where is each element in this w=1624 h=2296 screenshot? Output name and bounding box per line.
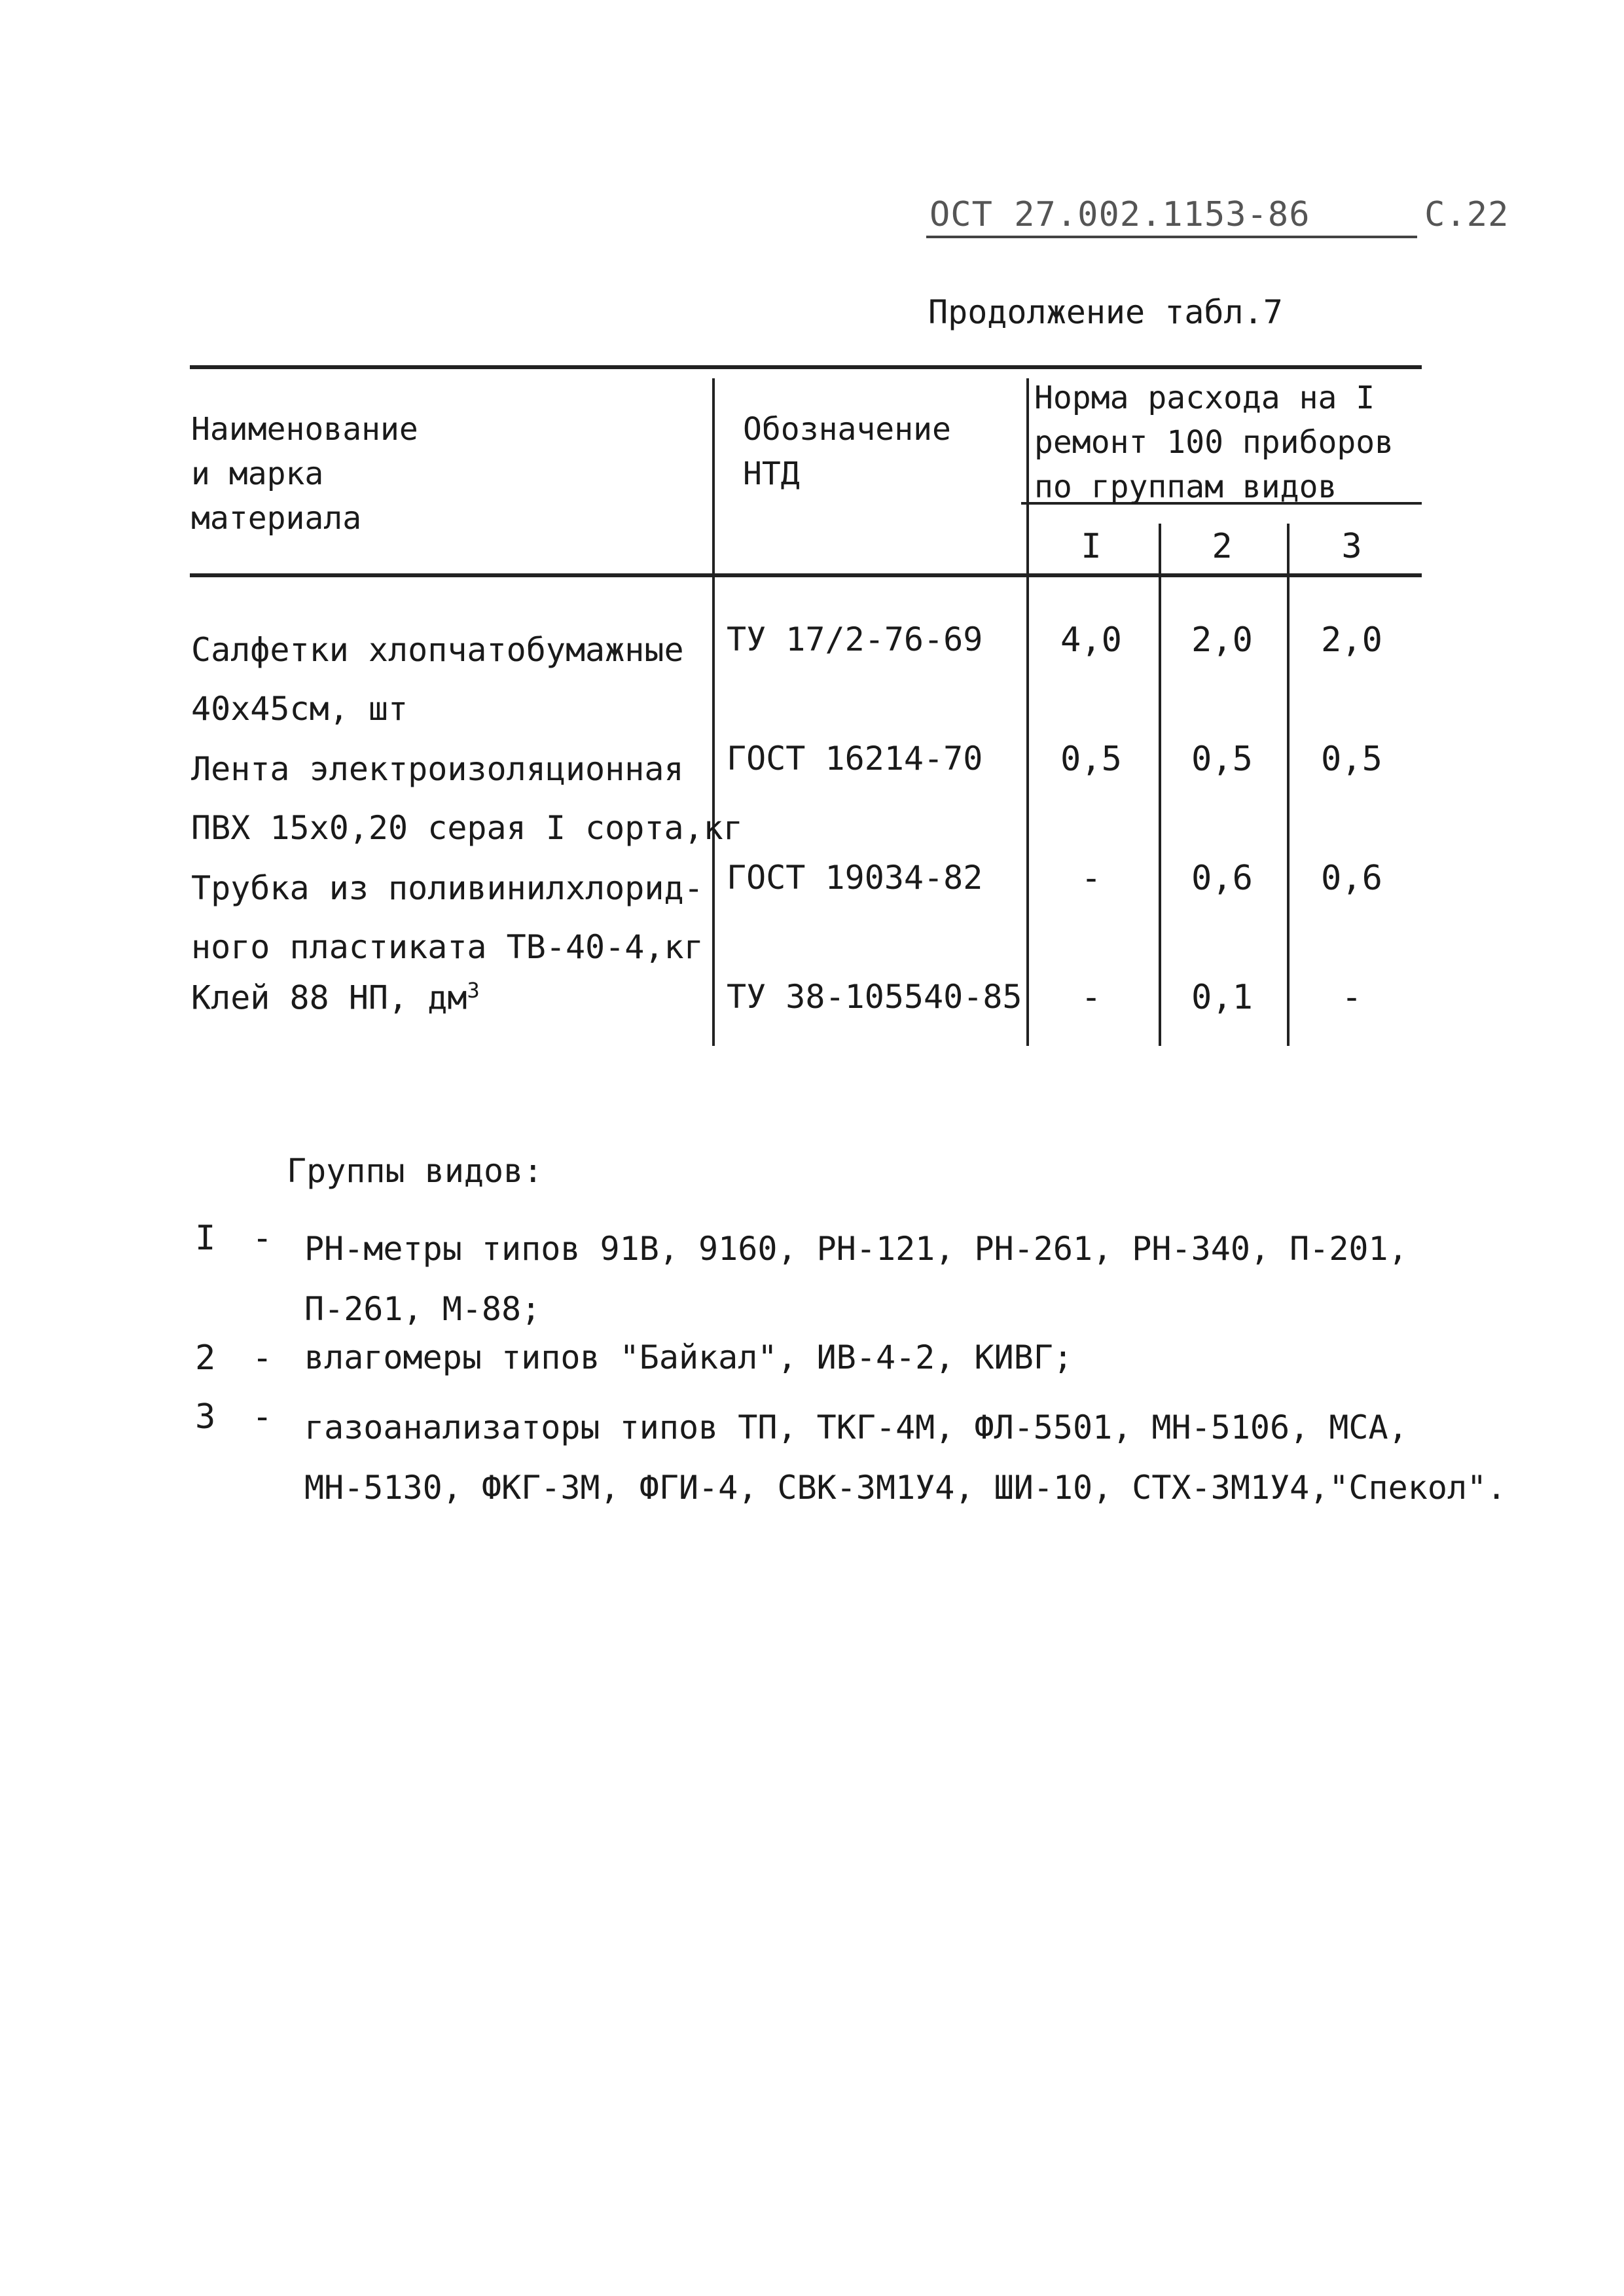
groups-title: Группы видов: [287,1152,543,1190]
group-dash: - [252,1397,273,1437]
table-row [191,978,480,1017]
group-line: П-261, М-88; [304,1290,541,1328]
norm-group-3: 0,5 [1321,740,1382,779]
header-name-line: материала [191,500,362,537]
norm-group-2: 0,5 [1191,740,1253,779]
header-bottom-rule [190,573,1422,577]
table-row [191,740,743,857]
group-number: I [195,1219,216,1258]
table-continuation-caption: Продолжение табл.7 [928,293,1283,331]
group-line: влагомеры типов "Байкал", ИВ-4-2, КИВГ; [304,1338,1073,1376]
header-name-column [191,407,418,541]
norm-group-2: 2,0 [1191,620,1253,660]
column-divider-group-1 [1159,524,1161,1046]
group-description [304,1219,1408,1339]
group-dash: - [252,1219,273,1258]
material-name: Лента электроизоляционная [191,750,684,788]
group-number: 2 [195,1338,216,1378]
doc-designation: ГОСТ 16214-70 [727,740,983,778]
group-label-1: I [1081,527,1102,566]
material-name: Трубка из поливинилхлорид- [191,869,704,907]
group-label-3: 3 [1341,527,1362,566]
group-line: газоанализаторы типов ТП, ТКГ-4М, ФЛ-5501, МН-5106, МСА, [304,1408,1408,1446]
unit-superscript: 3 [467,978,480,1003]
table-top-rule [190,365,1422,369]
header-doc-line: НТД [743,456,800,492]
norm-group-1: - [1081,859,1102,898]
column-divider-name [712,378,715,1046]
group-line: PH-метры типов 91В, 9160, PH-121, PH-261, PH-340, П-201, [304,1230,1408,1268]
norm-group-2: 0,6 [1191,859,1253,898]
doc-designation: ГОСТ 19034-82 [727,859,983,897]
header-norm-line: ремонт 100 приборов [1034,424,1394,461]
header-name-line: и марка [191,456,324,492]
header-doc-line: Обозначение [743,411,951,448]
norm-group-3: 0,6 [1321,859,1382,898]
document-code [929,195,1509,234]
page-number: С.22 [1424,195,1509,234]
norm-group-1: 4,0 [1060,620,1122,660]
material-name: 40х45см, шт [191,690,408,728]
group-line: МН-5130, ФКГ-3М, ФГИ-4, СВК-3М1У4, ШИ-10, СТХ-3М1У4,"Спекол". [304,1469,1507,1507]
header-name-line: Наименование [191,411,418,448]
table-row [191,859,704,977]
header-norm-line: Норма расхода на I [1034,380,1375,416]
doc-designation: ТУ 38-105540-85 [727,978,1022,1016]
norm-group-1: - [1081,978,1102,1017]
doc-designation: ТУ 17/2-76-69 [727,620,983,658]
material-name: ного пластиката ТВ-40-4,кг [191,928,704,966]
standard-number: ОСТ 27.002.1153-86 [929,195,1310,234]
norm-group-3: - [1341,978,1362,1017]
table-row [191,620,684,738]
header-underline [926,236,1417,238]
material-name: Салфетки хлопчатобумажные [191,631,684,669]
group-label-2: 2 [1212,527,1233,566]
header-norm-line: по группам видов [1034,469,1337,505]
header-norm-column [1034,376,1394,509]
group-description [304,1397,1506,1518]
norm-group-2: 0,1 [1191,978,1253,1017]
material-name: ПВХ 15х0,20 серая I сорта,кг [191,809,743,847]
header-doc-column [743,407,951,496]
group-description [304,1338,1073,1376]
column-divider-doc [1026,378,1029,1046]
group-number: 3 [195,1397,216,1437]
material-name: Клей 88 НП, дм [191,978,467,1017]
norm-group-3: 2,0 [1321,620,1382,660]
group-dash: - [252,1338,273,1378]
column-divider-group-2 [1287,524,1290,1046]
norm-group-1: 0,5 [1060,740,1122,779]
